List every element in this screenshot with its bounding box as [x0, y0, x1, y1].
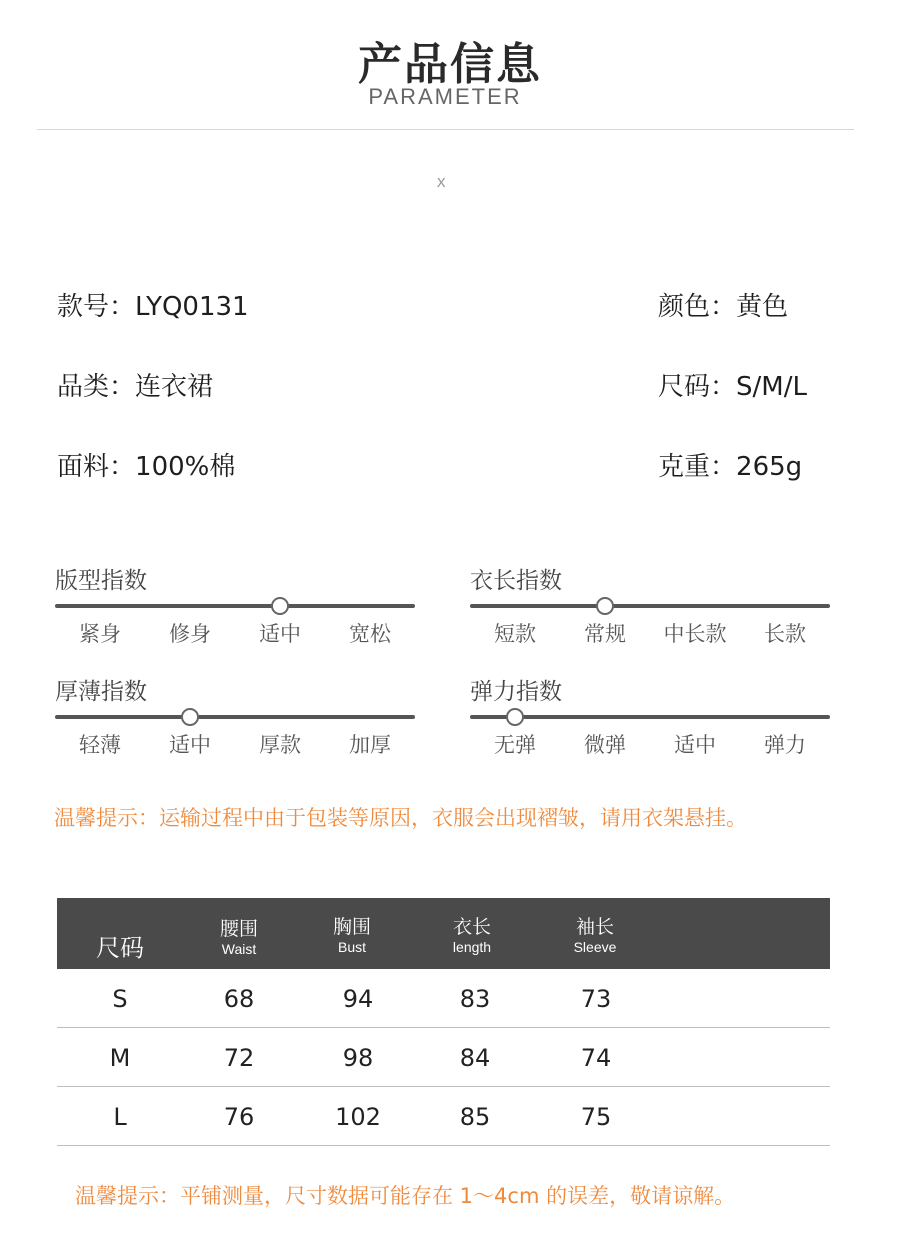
header-size [60, 928, 180, 963]
header-en: Bust [337, 939, 366, 955]
table-cell: 83 [459, 985, 491, 1013]
info-value: 100%棉 [135, 452, 236, 482]
scale-option: 中长款 [663, 622, 727, 646]
scale-option: 常规 [584, 622, 626, 646]
table-cell: 85 [459, 1103, 491, 1131]
table-cell: S [112, 985, 128, 1013]
header-cn: 袖长 [575, 916, 614, 938]
info-sizes [658, 366, 807, 403]
table-row [57, 1028, 830, 1087]
info-label: 尺码 ： [658, 372, 736, 402]
header-length [412, 912, 532, 955]
header-en: Waist [221, 941, 257, 957]
table-row [57, 969, 830, 1028]
info-label: 克重 ： [658, 452, 736, 482]
table-cell: 84 [459, 1044, 491, 1072]
table-cell: 74 [580, 1044, 612, 1072]
table-cell: 98 [342, 1044, 374, 1072]
scale-option: 微弹 [584, 733, 626, 757]
table-cell: M [109, 1044, 131, 1072]
scale-title: 弹力指数 [470, 679, 562, 705]
scale-elasticity [470, 677, 830, 759]
scale-title: 版型指数 [55, 568, 147, 594]
header-divider [37, 129, 854, 130]
wrinkle-tip: 温馨提示：运输过程中由于包装等原因，衣服会出现褶皱，请用衣架悬挂。 [54, 806, 747, 830]
scale-track [55, 604, 415, 608]
page-title: 产品信息 [358, 39, 542, 90]
scale-option: 加厚 [349, 733, 391, 757]
scale-knob[interactable] [506, 708, 524, 726]
scale-knob[interactable] [596, 597, 614, 615]
header-waist [179, 914, 299, 957]
scale-title: 衣长指数 [470, 568, 562, 594]
header-cn: 尺码 [96, 934, 144, 962]
scale-thickness [55, 677, 415, 759]
info-fabric [57, 446, 235, 483]
scale-option: 厚款 [259, 733, 301, 757]
info-style-no [57, 286, 249, 323]
scale-option: 适中 [674, 733, 716, 757]
header-bust [292, 912, 412, 955]
measure-tip: 温馨提示：平铺测量，尺寸数据可能存在 1～4cm 的误差，敬请谅解。 [75, 1184, 736, 1208]
scale-length [470, 566, 830, 648]
scale-option: 长款 [764, 622, 806, 646]
info-label: 颜色 ： [658, 292, 736, 322]
info-value: S/M/L [736, 372, 807, 402]
info-value: 265g [736, 452, 803, 482]
scale-track [55, 715, 415, 719]
scale-option: 适中 [259, 622, 301, 646]
scale-option: 短款 [494, 622, 536, 646]
table-cell: 72 [223, 1044, 255, 1072]
scale-option: 紧身 [79, 622, 121, 646]
table-cell: 75 [580, 1103, 612, 1131]
info-color [658, 286, 788, 323]
scale-title: 厚薄指数 [55, 679, 147, 705]
scale-option: 适中 [169, 733, 211, 757]
info-label: 品类 ： [57, 372, 135, 402]
header-cn: 腰围 [219, 918, 258, 940]
page-subtitle: PARAMETER [368, 84, 522, 109]
info-label: 面料 ： [57, 452, 135, 482]
info-value: LYQ0131 [135, 292, 249, 322]
info-weight [658, 446, 802, 483]
size-table [57, 898, 830, 1146]
table-row [57, 1087, 830, 1146]
scale-track [470, 715, 830, 719]
scale-option: 轻薄 [79, 733, 121, 757]
header-sleeve [535, 912, 655, 955]
scale-track [470, 604, 830, 608]
table-cell: 76 [223, 1103, 255, 1131]
close-icon[interactable]: x [437, 172, 446, 191]
table-cell: 94 [342, 985, 374, 1013]
size-table-header [57, 898, 830, 969]
scale-knob[interactable] [181, 708, 199, 726]
header-en: length [452, 939, 492, 955]
scale-fit [55, 566, 415, 648]
info-label: 款号 ： [57, 292, 135, 322]
scale-option: 弹力 [764, 733, 806, 757]
info-value: 连衣裙 [135, 372, 214, 402]
table-cell: 73 [580, 985, 612, 1013]
header-cn: 衣长 [452, 916, 491, 938]
table-cell: L [113, 1103, 127, 1131]
table-cell: 68 [223, 985, 255, 1013]
scale-option: 修身 [169, 622, 211, 646]
scale-knob[interactable] [271, 597, 289, 615]
header-en: Sleeve [573, 939, 617, 955]
info-value: 黄色 [736, 292, 789, 322]
header-cn: 胸围 [332, 916, 371, 938]
scale-option: 宽松 [349, 622, 391, 646]
table-cell: 102 [335, 1103, 381, 1131]
scale-option: 无弹 [494, 733, 536, 757]
info-category [57, 366, 213, 403]
